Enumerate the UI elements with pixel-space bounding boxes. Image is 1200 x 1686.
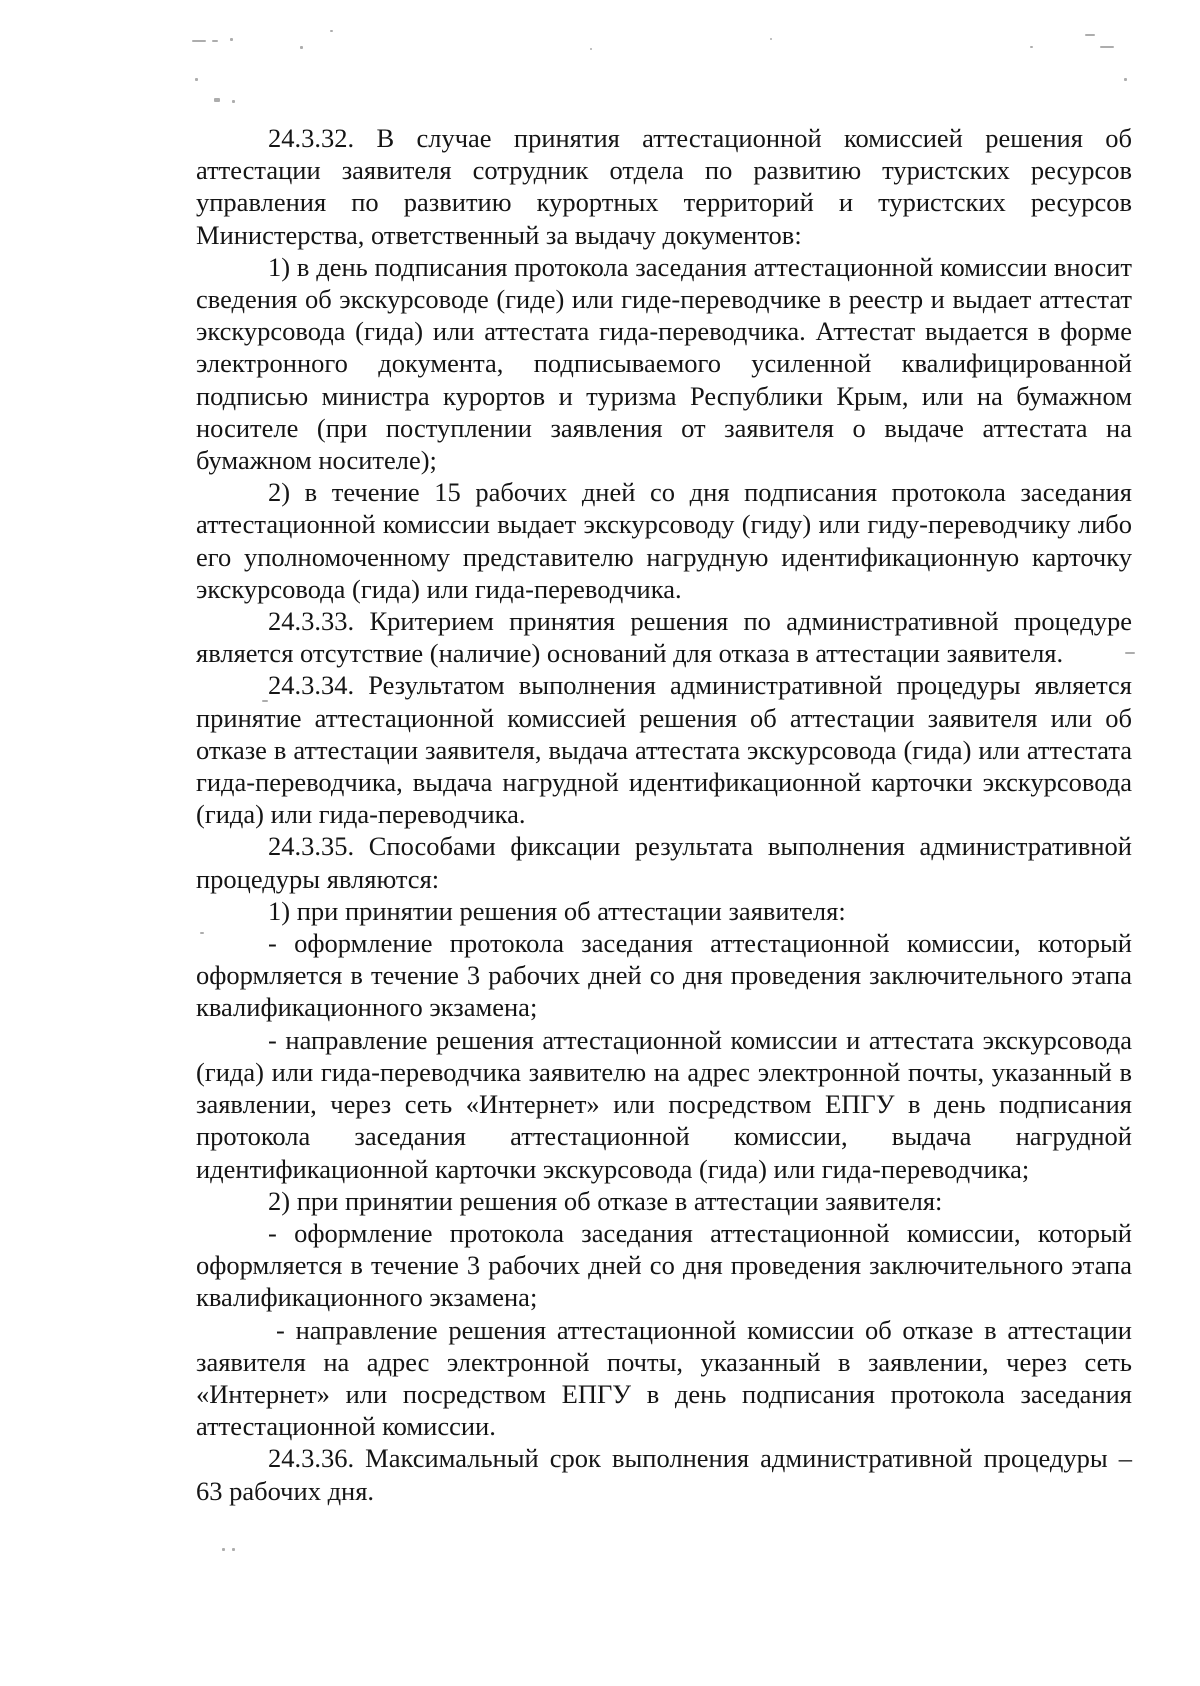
scan-speck bbox=[1100, 46, 1114, 48]
paragraph-fixation-item-1: 1) при принятии решения об аттестации заявителя: bbox=[268, 895, 846, 926]
paragraph-24-3-33: 24.3.33. Критерием принятия решения по административной процедуре является отсутствие (наличие) оснований для отказа в аттестации заявителя. bbox=[196, 606, 1132, 669]
scan-speck bbox=[222, 1548, 225, 1551]
scan-speck bbox=[232, 100, 235, 103]
scan-speck bbox=[300, 46, 303, 49]
paragraph-fixation-2-send: - направление решения аттестационной комиссии об отказе в аттестации заявителя на адрес электронной почты, указанный в заявлении, через сеть «Интернет» или посредством ЕПГУ в день подписания протокола заседания аттестационной комиссии. bbox=[196, 1314, 1132, 1442]
scan-speck bbox=[230, 38, 233, 41]
document-body bbox=[196, 122, 1132, 1507]
scan-speck bbox=[214, 98, 220, 102]
paragraph-24-3-34: 24.3.34. Результатом выполнения административной процедуры является принятие аттестационной комиссией решения об аттестации заявителя или об отказе в аттестации заявителя, выдача аттестата экскурсовода (гида) или аттестата гида-переводчика, выдача нагрудной идентификационной карточки экскурсовода (гида) или гида-переводчика. bbox=[196, 670, 1132, 830]
scan-speck bbox=[1085, 34, 1095, 36]
paragraph-fixation-item-2: 2) при принятии решения об отказе в аттестации заявителя: bbox=[268, 1185, 943, 1216]
paragraph-fixation-1-protocol: - оформление протокола заседания аттестационной комиссии, который оформляется в течение 3 рабочих дней со дня проведения заключительного этапа квалификационного экзамена; bbox=[196, 928, 1132, 1023]
scan-speck bbox=[212, 40, 218, 42]
scan-speck bbox=[192, 40, 206, 42]
scan-speck bbox=[232, 1548, 235, 1551]
scan-speck bbox=[590, 48, 592, 50]
scan-speck bbox=[330, 30, 333, 32]
paragraph-item-2-card: 2) в течение 15 рабочих дней со дня подписания протокола заседания аттестационной комиссии выдает экскурсоводу (гиду) или гиду-переводчику либо его уполномоченному представителю нагрудную идентификационную карточку экскурсовода (гида) или гида-переводчика. bbox=[196, 477, 1132, 604]
paragraph-fixation-1-send: - направление решения аттестационной комиссии и аттестата экскурсовода (гида) или гида-переводчика заявителю на адрес электронной почты, указанный в заявлении, через сеть «Интернет» или посредством ЕПГУ в день подписания протокола заседания аттестационной комиссии, выдача нагрудной идентификационной карточки экскурсовода (гида) или гида-переводчика; bbox=[196, 1024, 1132, 1184]
scan-speck bbox=[1030, 46, 1033, 48]
paragraph-24-3-35: 24.3.35. Способами фиксации результата выполнения административной процедуры являются: bbox=[196, 831, 1132, 894]
scan-speck bbox=[195, 78, 198, 81]
paragraph-item-1-issue: 1) в день подписания протокола заседания аттестационной комиссии вносит сведения об экскурсоводе (гиде) или гиде-переводчике в реестр и выдает аттестат экскурсовода (гида) или аттестата гида-переводчика. Аттестат выдается в форме электронного документа, подписываемого усиленной квалифицированной подписью министра курортов и туризма Республики Крым, или на бумажном носителе (при поступлении заявления от заявителя о выдаче аттестата на бумажном носителе); bbox=[196, 251, 1132, 476]
paragraph-fixation-2-protocol: - оформление протокола заседания аттестационной комиссии, который оформляется в течение 3 рабочих дней со дня проведения заключительного этапа квалификационного экзамена; bbox=[196, 1217, 1132, 1313]
paragraph-24-3-36: 24.3.36. Максимальный срок выполнения административной процедуры – 63 рабочих дня. bbox=[196, 1443, 1132, 1506]
scan-speck bbox=[770, 38, 772, 40]
scan-speck bbox=[1124, 78, 1127, 81]
paragraph-24-3-32: 24.3.32. В случае принятия аттестационной комиссией решения об аттестации заявителя сотрудник отдела по развитию туристских ресурсов управления по развитию курортных территорий и туристских ресурсов Министерства, ответственный за выдачу документов: bbox=[196, 123, 1132, 250]
